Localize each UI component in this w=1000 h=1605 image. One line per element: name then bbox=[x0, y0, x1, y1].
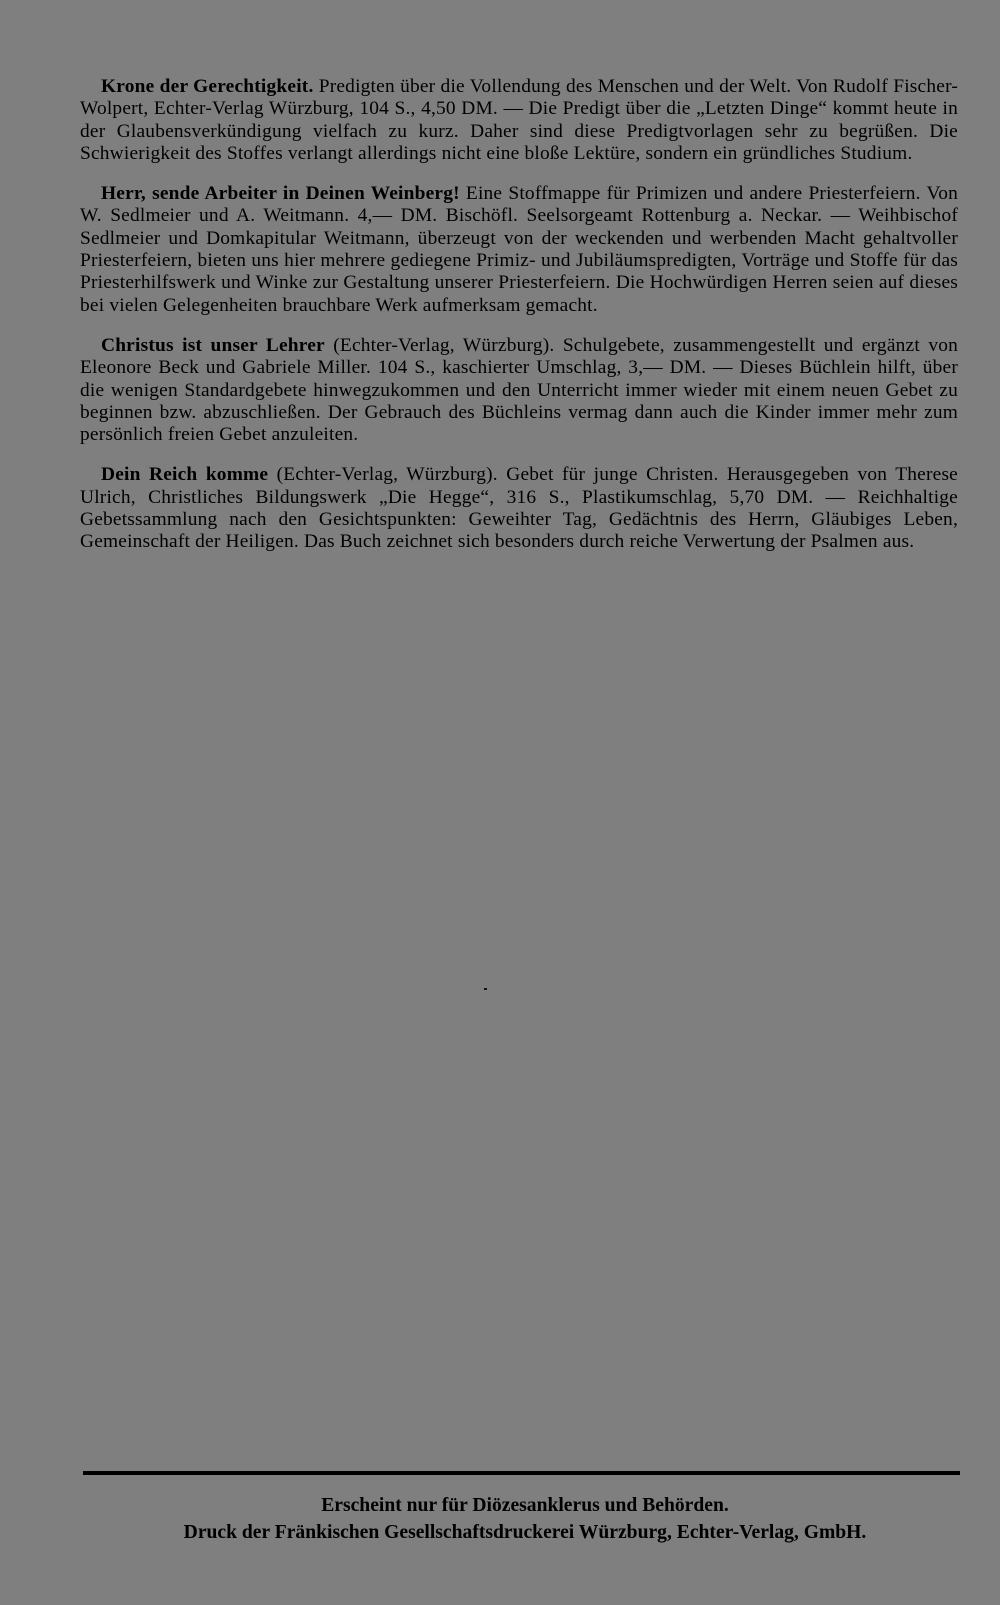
footer-divider bbox=[83, 1471, 960, 1475]
review-body: (Echter-Verlag, Würzburg). Schulgebete, zusammengestellt und ergänzt von Eleonore Beck und Gabriele Miller. 104 S., kaschierter Umschlag, 3,— DM. — Dieses Büchlein hilft, über die wenigen Standardgebete hinwegzukommen und den Unterricht immer wieder mit einem neuen Gebet zu beginnen bzw. abzuschließen. Der Gebrauch des Büchleins vermag dann auch die Kinder immer mehr zum persönlich freien Gebet anzuleiten. bbox=[80, 334, 958, 446]
review-entry bbox=[80, 335, 958, 446]
imprint bbox=[80, 1492, 970, 1546]
review-entry bbox=[80, 464, 958, 553]
review-body: Predigten über die Vollendung des Menschen und der Welt. Von Rudolf Fischer-Wolpert, Echter-Verlag Würzburg, 104 S., 4,50 DM. — Die Predigt über die „Letzten Dinge“ kommt heute in der Glaubensverkündigung vielfach zu kurz. Daher sind diese Predigtvorlagen sehr zu begrüßen. Die Schwierigkeit des Stoffes verlangt allerdings nicht eine bloße Lektüre, sondern ein gründliches Studium. bbox=[80, 76, 958, 164]
review-title: Christus ist unser Lehrer bbox=[101, 334, 325, 356]
imprint-line-printer: Druck der Fränkischen Gesellschaftsdruckerei Würzburg, Echter-Verlag, GmbH. bbox=[183, 1522, 867, 1543]
print-speck bbox=[484, 988, 487, 990]
review-title: Dein Reich komme bbox=[101, 464, 269, 486]
review-body: Eine Stoffmappe für Primizen und andere Priesterfeiern. Von W. Sedlmeier und A. Weitmann. 4,— DM. Bischöfl. Seelsorgeamt Rottenburg a. Neckar. — Weihbischof Sedlmeier und Domkapitular Weitmann, überzeugt von der weckenden und werbenden Macht gehaltvoller Priesterfeiern, bieten uns hier mehrere gediegene Primiz- und Jubiläumspredigten, Vorträge und Stoffe für das Priesterhilfswerk und Winke zur Gestaltung unserer Priesterfeiern. Die Hochwürdigen Herren seien auf dieses bei vielen Gelegenheiten brauchbare Werk aufmerksam gemacht. bbox=[80, 183, 958, 316]
review-title: Krone der Gerechtigkeit. bbox=[101, 76, 314, 97]
book-reviews bbox=[80, 76, 958, 572]
imprint-line-distribution: Erscheint nur für Diözesanklerus und Behörden. bbox=[321, 1495, 729, 1516]
review-entry bbox=[80, 76, 958, 165]
review-body: (Echter-Verlag, Würzburg). Gebet für junge Christen. Herausgegeben von Therese Ulrich, Christliches Bildungswerk „Die Hegge“, 316 S., Plastikumschlag, 5,70 DM. — Reichhaltige Gebetssammlung nach den Gesichtspunkten: Geweihter Tag, Gedächtnis des Herrn, Gläubiges Leben, Gemeinschaft der Heiligen. Das Buch zeichnet sich besonders durch reiche Verwertung der Psalmen aus. bbox=[80, 464, 958, 553]
review-entry bbox=[80, 183, 958, 317]
review-title: Herr, sende Arbeiter in Deinen Weinberg! bbox=[101, 183, 460, 205]
